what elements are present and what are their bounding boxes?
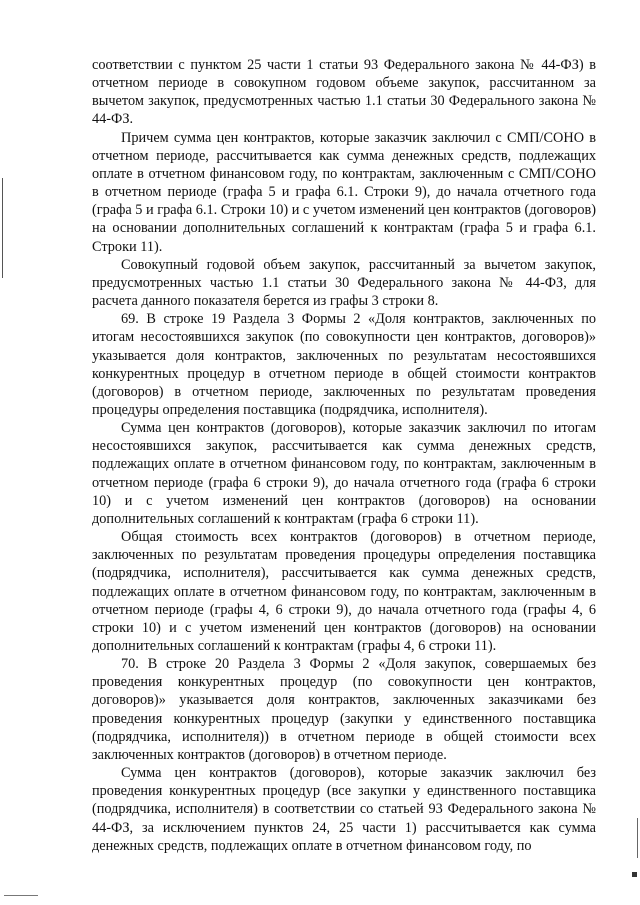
- paragraph-item-69: 69. В строке 19 Раздела 3 Формы 2 «Доля контрактов, заключенных по итогам несостоявшихся закупок (по совокупности цен контрактов, договоров)» указывается доля контрактов, заключенных по результатам несостоявшихся конкурентных процедур в отчетном периоде в общей стоимости контрактов (договоров) в отчетном периоде, заключенных по результатам проведения процедуры определения поставщика (подрядчика, исполнителя).: [92, 311, 596, 418]
- paragraph-item-70: 70. В строке 20 Раздела 3 Формы 2 «Доля закупок, совершаемых без проведения конкурентных процедур (по совокупности цен контрактов, договоров)» указывается доля контрактов, заключенных заказчиками без проведения конкурентных процедур (закупки у единственного поставщика (подрядчика, исполнителя)) в отчетном периоде в общей стоимости всех заключенных контрактов (договоров) в отчетном периоде.: [92, 656, 596, 763]
- document-body: [92, 56, 596, 855]
- paragraph-continuation: соответствии с пунктом 25 части 1 статьи 93 Федерального закона № 44-ФЗ) в отчетном периоде в совокупном годовом объеме закупок, рассчитанном за вычетом закупок, предусмотренных частью 1.1 статьи 30 Федерального закона № 44-ФЗ.: [92, 57, 596, 128]
- scan-margin-mark: [2, 178, 3, 278]
- scan-margin-rule: [4, 895, 38, 896]
- scan-margin-mark: [632, 872, 637, 877]
- paragraph-total-contract-value: Общая стоимость всех контрактов (договоров) в отчетном периоде, заключенных по результатам проведения процедуры определения поставщика (подрядчика, исполнителя), рассчитывается как сумма денежных средств, подлежащих оплате в отчетном финансовом году, по контрактам, заключенным в отчетном периоде (графы 4, 6 строки 9), до начала отчетного года (графы 4, 6 строки 10) и с учетом изменений цен контрактов (договоров) на основании дополнительных соглашений к контрактам (графы 4, 6 строки 11).: [92, 529, 596, 654]
- paragraph-annual-volume: Совокупный годовой объем закупок, рассчитанный за вычетом закупок, предусмотренных частью 1.1 статьи 30 Федерального закона № 44-ФЗ, для расчета данного показателя берется из графы 3 строки 8.: [92, 256, 596, 310]
- scan-margin-mark: [637, 818, 638, 858]
- paragraph-failed-procurement-sum: Сумма цен контрактов (договоров), которые заказчик заключил по итогам несостоявшихся закупок, рассчитывается как сумма денежных средств, подлежащих оплате в отчетном финансовом году, по контрактам, заключенным в отчетном периоде (графа 6 строки 9), до начала отчетного года (графа 6 строки 10) и с учетом изменений цен контрактов (договоров) на основании дополнительных соглашений к контрактам (графа 6 строки 11).: [92, 420, 596, 527]
- paragraph-single-supplier-sum: Сумма цен контрактов (договоров), которые заказчик заключил без проведения конкурентных процедур (все закупки у единственного поставщика (подрядчика, исполнителя) в соответствии со статьей 93 Федерального закона № 44-ФЗ, за исключением пунктов 24, 25 части 1) рассчитывается как сумма денежных средств, подлежащих оплате в отчетном финансовом году, по: [92, 765, 596, 854]
- paragraph-smp-sono-sum: Причем сумма цен контрактов, которые заказчик заключил с СМП/СОНО в отчетном периоде, рассчитывается как сумма денежных средств, подлежащих оплате в отчетном финансовом году, по контрактам, заключенным с СМП/СОНО в отчетном периоде (графа 5 и графа 6.1. Строки 9), до начала отчетного года (графа 5 и графа 6.1. Строки 10) и с учетом изменений цен контрактов (договоров) на основании дополнительных соглашений к контрактам (графа 5 и графа 6.1. Строки 11).: [92, 129, 596, 255]
